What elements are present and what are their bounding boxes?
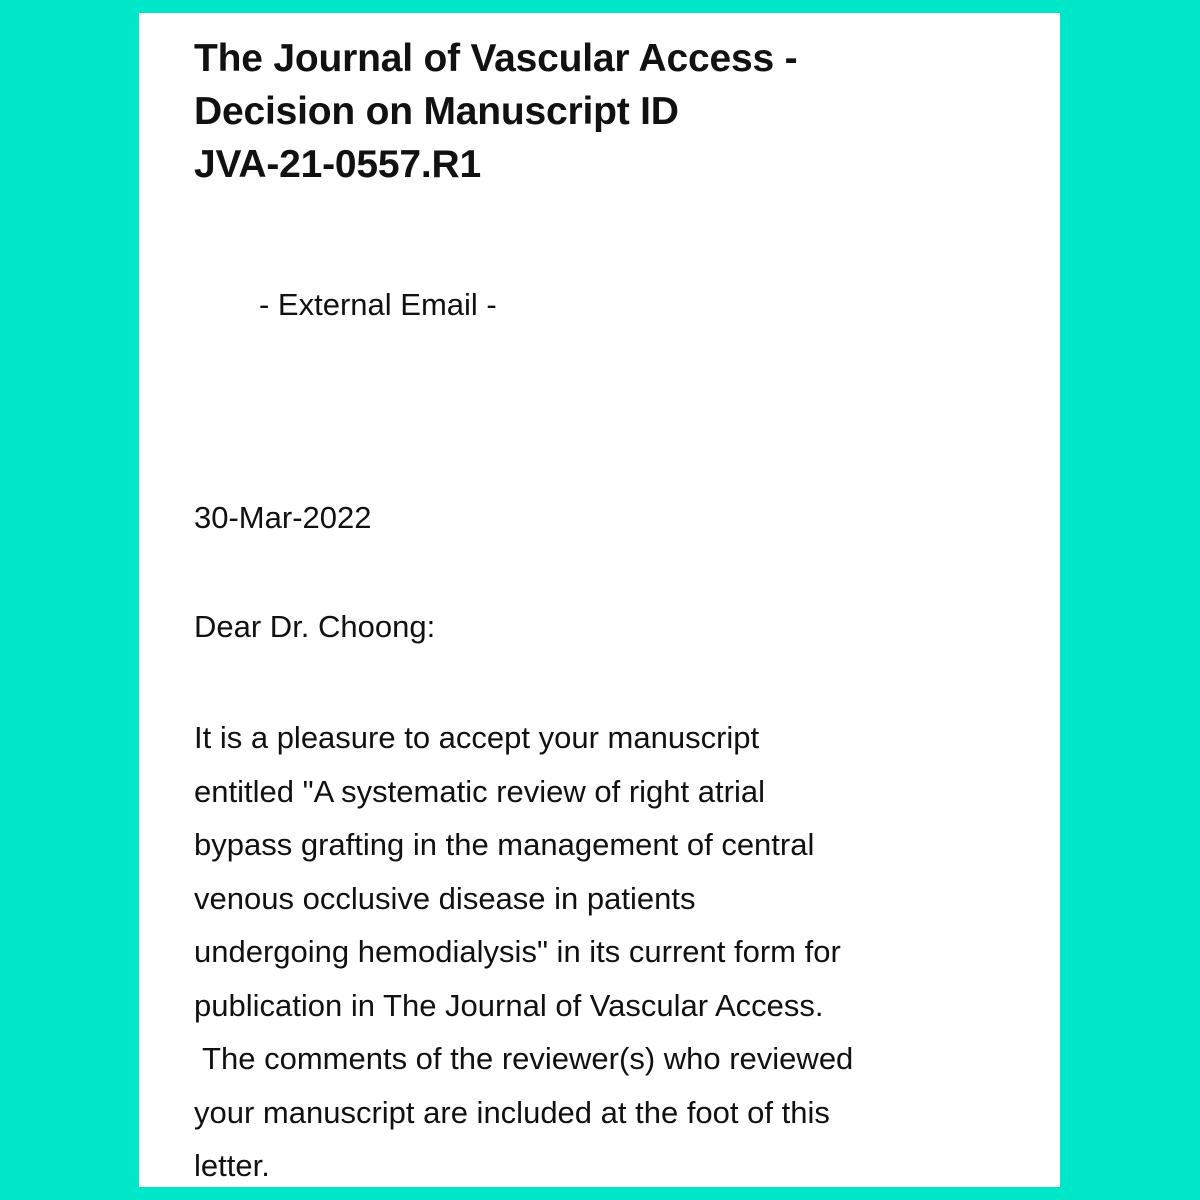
body-line: entitled "A systematic review of right atrial [194,773,765,809]
email-body [194,711,1024,1187]
body-line: your manuscript are included at the foot of this [194,1094,830,1130]
body-line: It is a pleasure to accept your manuscript [194,720,760,755]
external-email-notice: - External Email - [259,287,497,322]
body-line: undergoing hemodialysis" in its current form for [194,934,841,969]
subject-line: Decision on Manuscript ID [194,90,679,133]
body-line: venous occlusive disease in patients [194,880,696,916]
email-subject [194,32,984,191]
email-greeting: Dear Dr. Choong: [194,609,436,644]
email-card [139,13,1060,1187]
subject-line: JVA-21-0557.R1 [194,143,481,186]
body-line: bypass grafting in the management of central [194,827,815,862]
email-date: 30-Mar-2022 [194,500,372,535]
body-line: publication in The Journal of Vascular Access. [194,987,824,1023]
body-line: The comments of the reviewer(s) who reviewed [194,1041,854,1076]
body-line: letter. [194,1148,270,1183]
subject-line: The Journal of Vascular Access - [194,37,798,80]
